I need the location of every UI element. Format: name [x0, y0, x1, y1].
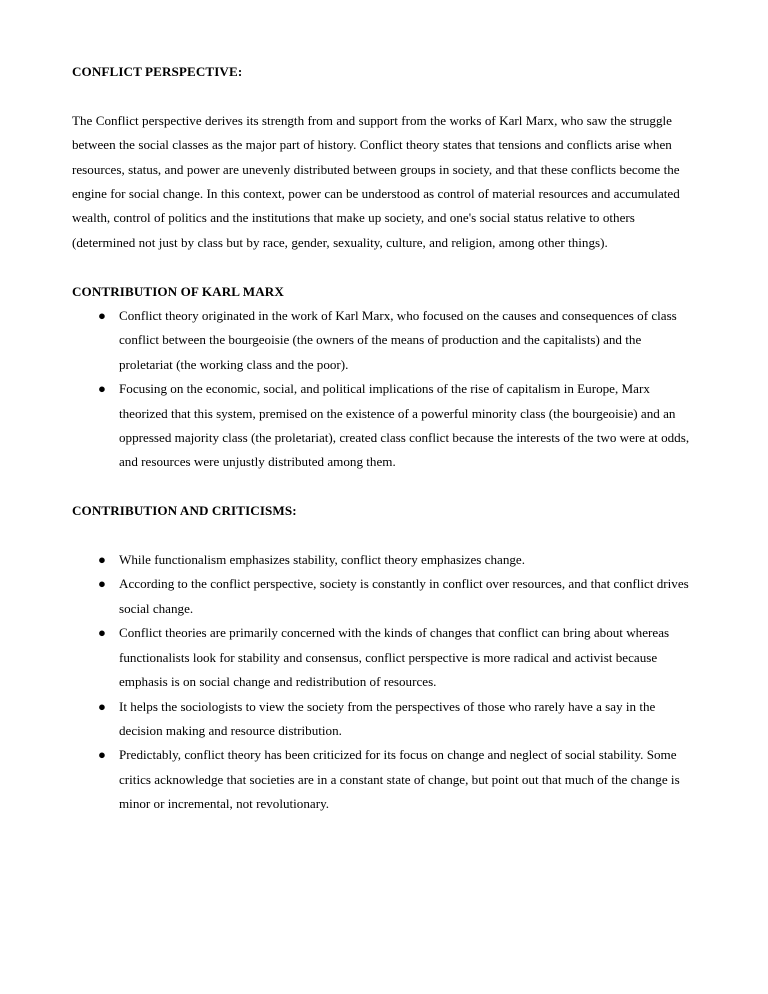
list-item [72, 743, 695, 816]
bullet-icon: ● [98, 308, 106, 324]
list-item [72, 377, 695, 475]
list-item-text: It helps the sociologists to view the society from the perspectives of those who rarely have a say in the decision making and resource distribution. [119, 698, 656, 738]
bullet-list-karl-marx [72, 304, 695, 475]
list-item-text: Focusing on the economic, social, and political implications of the rise of capitalism in Europe, Marx theorized that this system, premised on the existence of a powerful minority class (the bourgeoisie) and an oppressed majority class (the proletariat), created class conflict because the interests of the two were at odds, and resources were unjustly distributed among them. [119, 381, 690, 470]
bullet-icon: ● [98, 625, 106, 641]
bullet-list-criticisms [72, 548, 695, 816]
spacer-after-criticisms-heading [72, 524, 695, 548]
bullet-icon: ● [98, 381, 106, 397]
bullet-icon: ● [98, 698, 106, 714]
list-item [72, 304, 695, 377]
bullet-icon: ● [98, 552, 106, 568]
list-item-text: Conflict theory originated in the work of Karl Marx, who focused on the causes and consequences of class conflict between the bourgeoisie (the owners of the means of production and the capitalists) and the proletariat (the working class and the poor). [119, 308, 677, 372]
section-heading-contribution-and-criticisms: CONTRIBUTION AND CRITICISMS: [72, 503, 297, 519]
list-item-text: According to the conflict perspective, society is constantly in conflict over resources, and that conflict drives social change. [119, 576, 689, 616]
section-heading-karl-marx: CONTRIBUTION OF KARL MARX [72, 283, 284, 299]
list-item [72, 621, 695, 694]
page-title: CONFLICT PERSPECTIVE: [72, 64, 243, 79]
spacer-before-criticisms-section [72, 475, 695, 499]
list-item [72, 572, 695, 621]
bullet-icon: ● [98, 576, 106, 592]
spacer-after-title [72, 84, 695, 108]
list-item [72, 695, 695, 744]
list-item [72, 548, 695, 572]
list-item-text: Predictably, conflict theory has been criticized for its focus on change and neglect of social stability. Some critics acknowledge that societies are in a constant state of change, but point out that much of the change is minor or incremental, not revolutionary. [119, 747, 680, 812]
document-body [72, 60, 695, 817]
intro-paragraph: The Conflict perspective derives its strength from and support from the works of Karl Marx, who saw the struggle between the social classes as the major part of history. Conflict theory states that tensions and conflicts arise when resources, status, and power are unevenly distributed between groups in society, and that these conflicts become the engine for social change. In this context, power can be understood as control of material resources and accumulated wealth, control of politics and the institutions that make up society, and one's social status relative to others (determined not just by class but by race, gender, sexuality, culture, and religion, among other things). [72, 112, 680, 250]
list-item-text: While functionalism emphasizes stability, conflict theory emphasizes change. [119, 552, 526, 568]
spacer-before-marx-section [72, 255, 695, 279]
bullet-icon: ● [98, 747, 106, 763]
list-item-text: Conflict theories are primarily concerned with the kinds of changes that conflict can bring about whereas functionalists look for stability and consensus, conflict perspective is more radical and activist because emphasis is on social change and redistribution of resources. [119, 625, 670, 690]
